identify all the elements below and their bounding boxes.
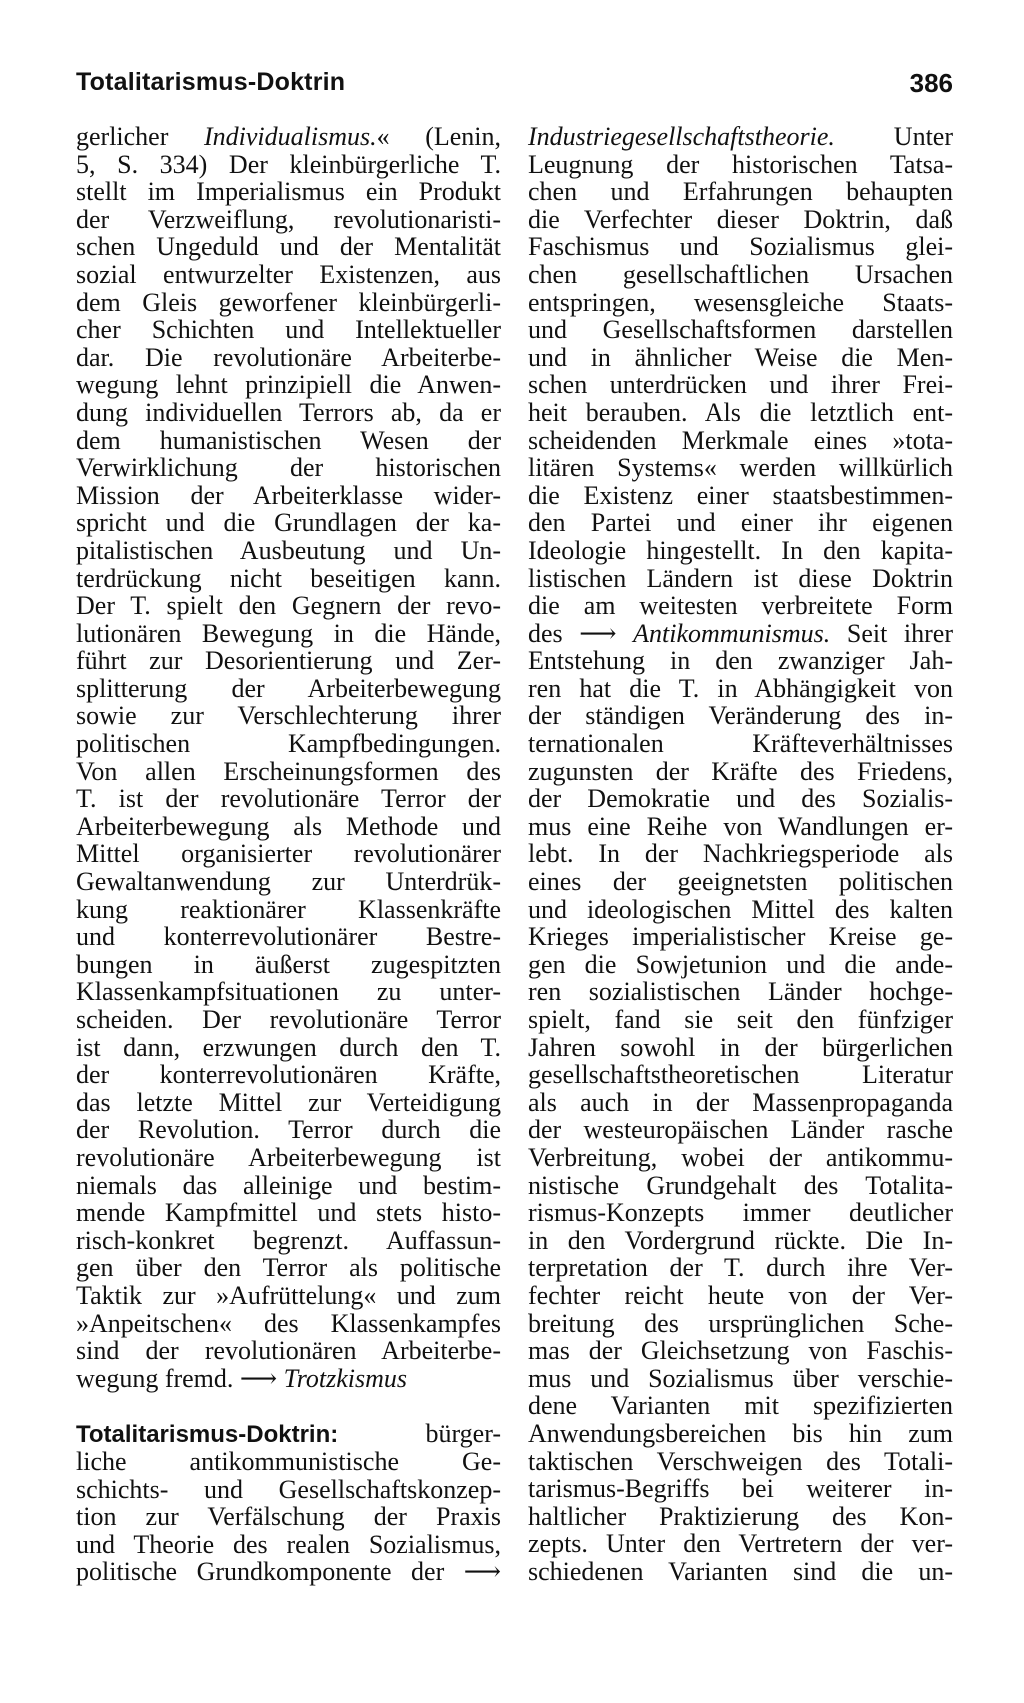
text-line: »Anpeitschen« des Klassenkampfes	[76, 1308, 501, 1338]
text-line: spielt, fand sie seit den fünfziger	[528, 1005, 953, 1034]
text-line: cher Schichten und Intellektueller	[76, 315, 501, 345]
text-line: Arbeiterbewegung als Methode und	[76, 811, 501, 841]
text-line: politische Grundkomponente der ⟶	[76, 1557, 501, 1587]
entry-lemma: Totalitarismus-Doktrin:	[76, 1421, 339, 1449]
text-line: politischen Kampfbedingungen.	[76, 729, 501, 759]
text-line: gerlicher Individualismus.« (Lenin,	[76, 122, 501, 151]
text-line: und in ähnlicher Weise die Men-	[528, 342, 953, 372]
text-line: Leugnung der historischen Tatsa-	[528, 149, 953, 179]
text-line: tion zur Verfälschung der Praxis	[76, 1502, 501, 1532]
text-line: Jahren sowohl in der bürgerlichen	[528, 1032, 953, 1062]
text-line: Ideologie hingestellt. In den kapita-	[528, 535, 953, 565]
text-line: gen die Sowjetunion und die ande-	[528, 949, 953, 979]
text-line: kung reaktionärer Klassenkräfte	[76, 894, 501, 924]
text-line: pitalistischen Ausbeutung und Un-	[76, 535, 501, 565]
text-line: Verbreitung, wobei der antikommu-	[528, 1142, 953, 1172]
text-line: führt zur Desorientierung und Zer-	[76, 646, 501, 676]
text-line: 5, S. 334) Der kleinbürgerliche T.	[76, 149, 501, 179]
text-line: und Gesellschaftsformen darstellen	[528, 315, 953, 345]
text-line: in den Vordergrund rückte. Die In-	[528, 1225, 953, 1255]
text-line: rismus-Konzepts immer deutlicher	[528, 1198, 953, 1228]
text-line: dar. Die revolutionäre Arbeiterbe-	[76, 342, 501, 372]
text-line: eines der geeignetsten politischen	[528, 867, 953, 897]
text-line: wegung lehnt prinzipiell die Anwen-	[76, 370, 501, 400]
text-line: des ⟶ Antikommunismus. Seit ihrer	[528, 618, 954, 648]
text-line: litären Systems« werden willkürlich	[528, 453, 953, 483]
text-line: chen und Erfahrungen behaupten	[528, 177, 953, 207]
text-line: schen Ungeduld und der Mentalität	[76, 232, 501, 262]
text-line: Faschismus und Sozialismus glei-	[528, 232, 953, 262]
page-number: 386	[909, 68, 953, 98]
text-line: haltlicher Praktizierung des Kon-	[528, 1501, 953, 1531]
text-line: schichts- und Gesellschaftskonzep-	[76, 1474, 501, 1504]
text-line: stellt im Imperialismus ein Produkt	[76, 177, 501, 207]
text-line: Der T. spielt den Gegnern der revo-	[76, 591, 501, 621]
text-line: dem Gleis geworfener kleinbürgerli-	[76, 287, 501, 317]
text-line: lebt. In der Nachkriegsperiode als	[528, 839, 953, 869]
text-line: und konterrevolutionärer Bestre-	[76, 922, 501, 952]
text-line: der Revolution. Terror durch die	[76, 1115, 501, 1145]
text-line: revolutionäre Arbeiterbewegung ist	[76, 1142, 501, 1172]
text-line: Gewaltanwendung zur Unterdrük-	[76, 867, 501, 897]
text-line: Taktik zur »Aufrüttelung« und zum	[76, 1280, 501, 1310]
text-line: ren sozialistischen Länder hochge-	[528, 977, 953, 1007]
text-line: Anwendungsbereichen bis hin zum	[528, 1418, 953, 1448]
text-line: lutionären Bewegung in die Hände,	[76, 618, 501, 648]
right-column	[528, 123, 953, 1585]
text-line: dem humanistischen Wesen der	[76, 425, 501, 455]
text-line: listischen Ländern ist diese Doktrin	[528, 563, 953, 593]
text-line: Krieges imperialistischer Kreise ge-	[528, 922, 953, 952]
text-line: die am weitesten verbreitete Form	[528, 591, 953, 621]
text-line: breitung des ursprünglichen Sche-	[528, 1308, 953, 1338]
text-line: mende Kampfmittel und stets histo-	[76, 1198, 501, 1228]
text-line: Von allen Erscheinungsformen des	[76, 756, 501, 786]
text-line: Entstehung in den zwanziger Jah-	[528, 646, 953, 676]
text-line: entspringen, wesensgleiche Staats-	[528, 287, 953, 317]
text-line: und ideologischen Mittel des kalten	[528, 894, 953, 924]
text-line: sozial entwurzelter Existenzen, aus	[76, 259, 501, 289]
running-head-title: Totalitarismus-Doktrin	[76, 68, 346, 96]
text-line: sowie zur Verschlechterung ihrer	[76, 701, 501, 731]
text-line: die Existenz einer staatsbestimmen-	[528, 480, 953, 510]
text-line: Industriegesellschaftstheorie. Unter	[528, 122, 953, 151]
text-line: ren hat die T. in Abhängigkeit von	[528, 673, 953, 703]
text-line: schiedenen Varianten sind die un-	[528, 1556, 953, 1586]
text-line: niemals das alleinige und bestim-	[76, 1170, 501, 1200]
text-line: der westeuropäischen Länder rasche	[528, 1115, 953, 1145]
text-line: chen gesellschaftlichen Ursachen	[528, 259, 953, 289]
entry-spacer	[76, 1392, 501, 1420]
text-line: ternationalen Kräfteverhältnisses	[528, 729, 953, 759]
text-line: scheidenden Merkmale eines »tota-	[528, 425, 953, 455]
text-line: heit berauben. Als die letztlich ent-	[528, 397, 953, 427]
text-line: wegung fremd. ⟶ Trotzkismus	[76, 1363, 407, 1393]
text-line: als auch in der Massenpropaganda	[528, 1087, 953, 1117]
text-line: Mission der Arbeiterklasse wider-	[76, 480, 501, 510]
text-line: tarismus-Begriffs bei weiterer in-	[528, 1474, 953, 1504]
text-line: sind der revolutionären Arbeiterbe-	[76, 1336, 501, 1366]
text-line: risch-konkret begrenzt. Auffassun-	[76, 1225, 501, 1255]
text-line: splitterung der Arbeiterbewegung	[76, 673, 501, 703]
text-line: Klassenkampfsituationen zu unter-	[76, 977, 501, 1007]
left-column	[76, 123, 501, 1586]
text-line: taktischen Verschweigen des Totali-	[528, 1446, 953, 1476]
text-line: liche antikommunistische Ge-	[76, 1446, 501, 1476]
running-head	[76, 62, 953, 102]
text-line: nistische Grundgehalt des Totalita-	[528, 1170, 953, 1200]
text-line: das letzte Mittel zur Verteidigung	[76, 1087, 501, 1117]
text-line: der Verzweiflung, revolutionaristi-	[76, 204, 501, 234]
text-line: mus und Sozialismus über verschie-	[528, 1363, 953, 1393]
entry-heading-line: Totalitarismus-Doktrin: bürger-	[76, 1419, 501, 1449]
text-line: fechter reicht heute von der Ver-	[528, 1280, 953, 1310]
text-line: gesellschaftstheoretischen Literatur	[528, 1060, 953, 1090]
text-line: den Partei und einer ihr eigenen	[528, 508, 953, 538]
text-line: und Theorie des realen Sozialismus,	[76, 1529, 501, 1559]
text-line: zepts. Unter den Vertretern der ver-	[528, 1529, 953, 1559]
cross-reference[interactable]: Trotzkismus	[283, 1363, 407, 1393]
text-line: T. ist der revolutionäre Terror der	[76, 784, 501, 814]
text-line: der Demokratie und des Sozialis-	[528, 784, 953, 814]
text-line: der konterrevolutionären Kräfte,	[76, 1060, 501, 1090]
text-line: Mittel organisierter revolutionärer	[76, 839, 501, 869]
text-line: mas der Gleichsetzung von Faschis-	[528, 1336, 953, 1366]
cross-reference[interactable]: Antikommunismus.	[633, 618, 831, 648]
text-line: zugunsten der Kräfte des Friedens,	[528, 756, 953, 786]
text-line: gen über den Terror als politische	[76, 1253, 501, 1283]
cross-reference[interactable]: Industriegesellschaftstheorie.	[528, 122, 835, 151]
text-line: bungen in äußerst zugespitzten	[76, 949, 501, 979]
text-line: dung individuellen Terrors ab, da er	[76, 397, 501, 427]
text-line: scheiden. Der revolutionäre Terror	[76, 1005, 501, 1034]
text-line: der ständigen Veränderung des in-	[528, 701, 953, 731]
text-line: Verwirklichung der historischen	[76, 453, 501, 483]
text-line: die Verfechter dieser Doktrin, daß	[528, 204, 953, 234]
text-line: terpretation der T. durch ihre Ver-	[528, 1253, 953, 1283]
text-line: ist dann, erzwungen durch den T.	[76, 1032, 501, 1062]
text-line: spricht und die Grundlagen der ka-	[76, 508, 501, 538]
text-line: dene Varianten mit spezifizierten	[528, 1391, 953, 1421]
text-line: mus eine Reihe von Wandlungen er-	[528, 811, 953, 841]
text-line: terdrückung nicht beseitigen kann.	[76, 563, 501, 593]
text-line: schen unterdrücken und ihrer Frei-	[528, 370, 953, 400]
